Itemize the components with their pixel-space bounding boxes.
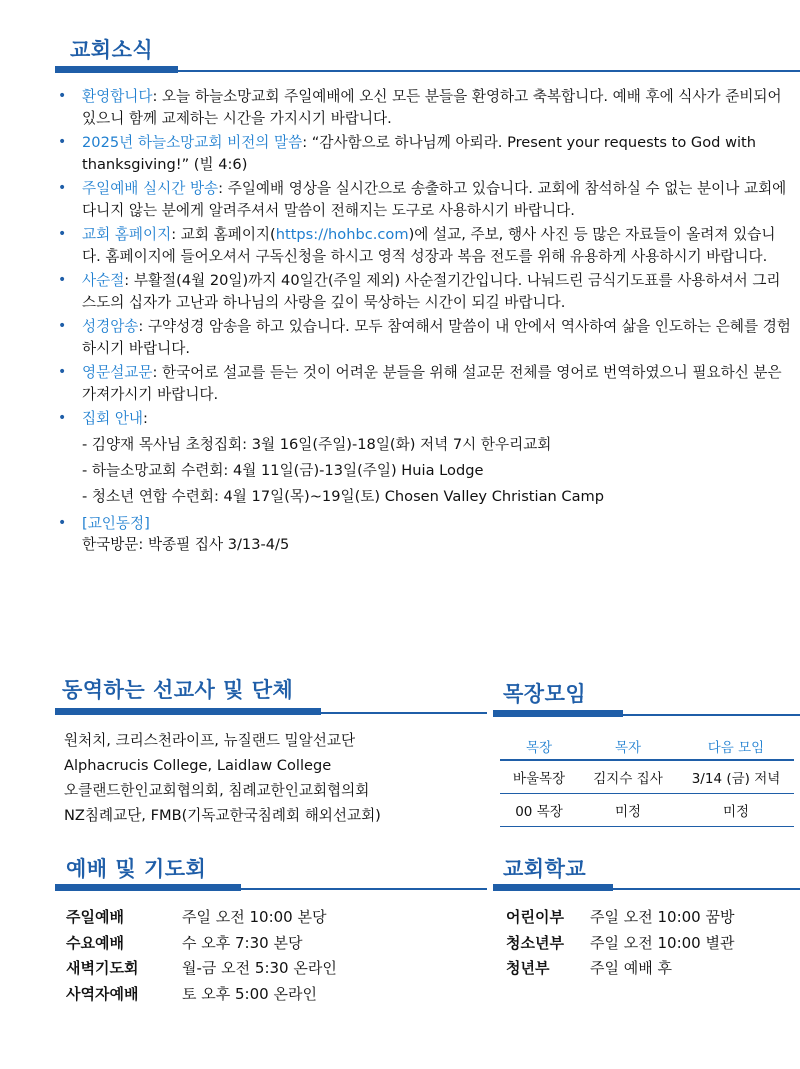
- bullet-icon: •: [58, 514, 67, 531]
- worship-section-title: 예배 및 기도회: [66, 857, 207, 881]
- news-item-head: 교회 홈페이지: [82, 226, 172, 243]
- worship-time: 주일 오전 10:00 본당: [182, 908, 327, 926]
- news-item-body: : 주일예배 영상을 실시간으로 송출하고 있습니다. 교회에 참석하실 수 없는 분이나 교회에 다니지 않는 분에게 알려주셔서 말씀이 전해지는 도구로 사용하시기 바랍니다.: [82, 180, 787, 219]
- bullet-icon: •: [58, 180, 67, 196]
- gathering-item: - 청소년 연합 수련회: 4월 17일(목)~19일(토) Chosen Valley Christian Camp: [82, 487, 605, 505]
- table-cell: 미정: [614, 804, 642, 820]
- worship-row: [66, 982, 337, 1008]
- school-name: 어린이부: [506, 908, 564, 926]
- table-header-row: [500, 733, 794, 761]
- table-cell: 3/14 (금) 저녁: [691, 771, 781, 787]
- column-header: 목자: [614, 740, 642, 756]
- news-item-body: : 오늘 하늘소망교회 주일예배에 오신 모든 분들을 환영하고 축복합니다. 예배 후에 식사가 준비되어 있으니 함께 교제하는 시간을 가지시기 바랍니다.: [82, 88, 782, 127]
- missions-title-accent: [55, 708, 321, 715]
- table-cell: 김지수 집사: [593, 771, 663, 787]
- news-item-head: 사순절: [82, 272, 125, 289]
- news-list: [56, 86, 792, 559]
- worship-time: 월-금 오전 5:30 온라인: [182, 959, 337, 977]
- news-item-body-cont: )에 설교, 주보, 행사 사진 등 많은 자료들이 올려져 있습니다. 홈페이지에 들어오셔서 구독신청을 하시고 영적 성장과 복음 전도를 위해 유용하게 사용하시기 바랍니다.: [82, 226, 776, 265]
- worship-row: [66, 905, 337, 931]
- gathering-item: - 김양재 목사님 초청집회: 3월 16일(주일)-18일(화) 저녁 7시 한우리교회: [82, 435, 552, 453]
- school-row: [506, 956, 734, 982]
- missions-line: 오클랜드한인교회협의회, 침례교한인교회협의회: [64, 782, 370, 799]
- mokjang-title-accent: [493, 710, 623, 717]
- news-item-vision: [56, 132, 792, 175]
- table-row: [500, 794, 794, 827]
- news-item-body: : 한국어로 설교를 듣는 것이 어려운 분들을 위해 설교문 전체를 영어로 번역하였으니 필요하신 분은 가져가시기 바랍니다.: [82, 364, 782, 403]
- missions-line: NZ침례교단, FMB(기독교한국침례회 해외선교회): [64, 807, 381, 824]
- missions-line: Alphacrucis College, Laidlaw College: [64, 757, 332, 774]
- news-item-live-stream: [56, 178, 792, 221]
- news-item-homepage: [56, 224, 792, 267]
- school-time: 주일 오전 10:00 별관: [590, 933, 735, 952]
- gathering-item: - 하늘소망교회 수련회: 4월 11일(금)-13일(주일) Huia Lodge: [82, 461, 484, 479]
- news-item-body: : 교회 홈페이지(: [171, 226, 276, 243]
- bullet-icon: •: [58, 410, 67, 426]
- bullet-icon: •: [58, 272, 67, 288]
- bullet-icon: •: [58, 364, 67, 380]
- worship-row: [66, 956, 337, 982]
- table-row: [500, 761, 794, 794]
- school-name: 청소년부: [506, 933, 564, 952]
- worship-name: 수요예배: [66, 933, 124, 952]
- gathering-list: [82, 432, 792, 510]
- worship-title-accent: [55, 884, 241, 891]
- homepage-link[interactable]: https://hohbc.com: [275, 226, 409, 243]
- news-title-accent: [55, 66, 178, 73]
- news-item-english-sermon: [56, 362, 792, 405]
- worship-list: [66, 905, 337, 1007]
- news-item-head: 집회 안내: [82, 410, 144, 427]
- bullet-icon: •: [58, 226, 67, 242]
- worship-time: 토 오후 5:00 온라인: [182, 984, 317, 1003]
- bullet-icon: •: [58, 88, 67, 104]
- mokjang-section-title: 목장모임: [503, 682, 587, 706]
- news-item-body: : “감사함으로 하나님께 아뢰라. Present your requests to God with thanksgiving!” (빌 4:6): [82, 134, 757, 173]
- school-name: 청년부: [506, 959, 550, 977]
- bullet-icon: •: [58, 134, 67, 150]
- school-section-title: 교회학교: [503, 857, 587, 881]
- table-cell: 바울목장: [512, 771, 566, 787]
- news-item-body: : 부활절(4월 20일)까지 40일간(주일 제외) 사순절기간입니다. 나눠드린 금식기도표를 사용하셔서 그리스도의 십자가 고난과 하나님의 사랑을 깊이 묵상하는 시간이 되길 바랍니다.: [82, 272, 781, 311]
- mokjang-table: [500, 733, 794, 827]
- worship-row: [66, 931, 337, 957]
- missions-section-title: 동역하는 선교사 및 단체: [62, 678, 294, 702]
- news-item-head: 2025년 하늘소망교회 비전의 말씀: [82, 134, 303, 151]
- table-cell: 00 목장: [515, 804, 563, 820]
- column-header: 목장: [525, 740, 553, 756]
- news-item-body: : 구약성경 암송을 하고 있습니다. 모두 참여해서 말씀이 내 안에서 역사하여 삶을 인도하는 은혜를 경험하시기 바랍니다.: [82, 318, 791, 357]
- news-item-body: :: [143, 410, 148, 427]
- missions-line: 원처치, 크리스천라이프, 뉴질랜드 밀알선교단: [64, 732, 356, 749]
- school-list: [506, 905, 734, 982]
- news-item-member-news: [56, 513, 792, 556]
- school-row: [506, 931, 734, 957]
- news-item-head: 주일예배 실시간 방송: [82, 180, 219, 197]
- news-item-gatherings: [56, 408, 792, 510]
- bullet-icon: •: [58, 318, 67, 334]
- school-time: 주일 오전 10:00 꿈방: [590, 908, 735, 926]
- school-time: 주일 예배 후: [590, 959, 672, 977]
- worship-name: 사역자예배: [66, 984, 139, 1003]
- missions-list: [64, 728, 381, 828]
- worship-name: 새벽기도회: [66, 959, 139, 977]
- news-item-head: [교인동정]: [82, 514, 150, 532]
- news-item-memorization: [56, 316, 792, 359]
- news-item-welcome: [56, 86, 792, 129]
- worship-name: 주일예배: [66, 908, 124, 926]
- member-news-line: 한국방문: 박종필 집사 3/13-4/5: [82, 536, 290, 553]
- column-header: 다음 모임: [707, 740, 765, 756]
- news-section-title: 교회소식: [70, 38, 154, 62]
- news-item-head: 영문설교문: [82, 364, 153, 381]
- news-item-head: 환영합니다: [82, 88, 153, 105]
- news-item-head: 성경암송: [82, 318, 139, 335]
- news-item-lent: [56, 270, 792, 313]
- table-cell: 미정: [722, 804, 750, 820]
- worship-time: 수 오후 7:30 본당: [182, 933, 303, 952]
- school-row: [506, 905, 734, 931]
- school-title-accent: [493, 884, 613, 891]
